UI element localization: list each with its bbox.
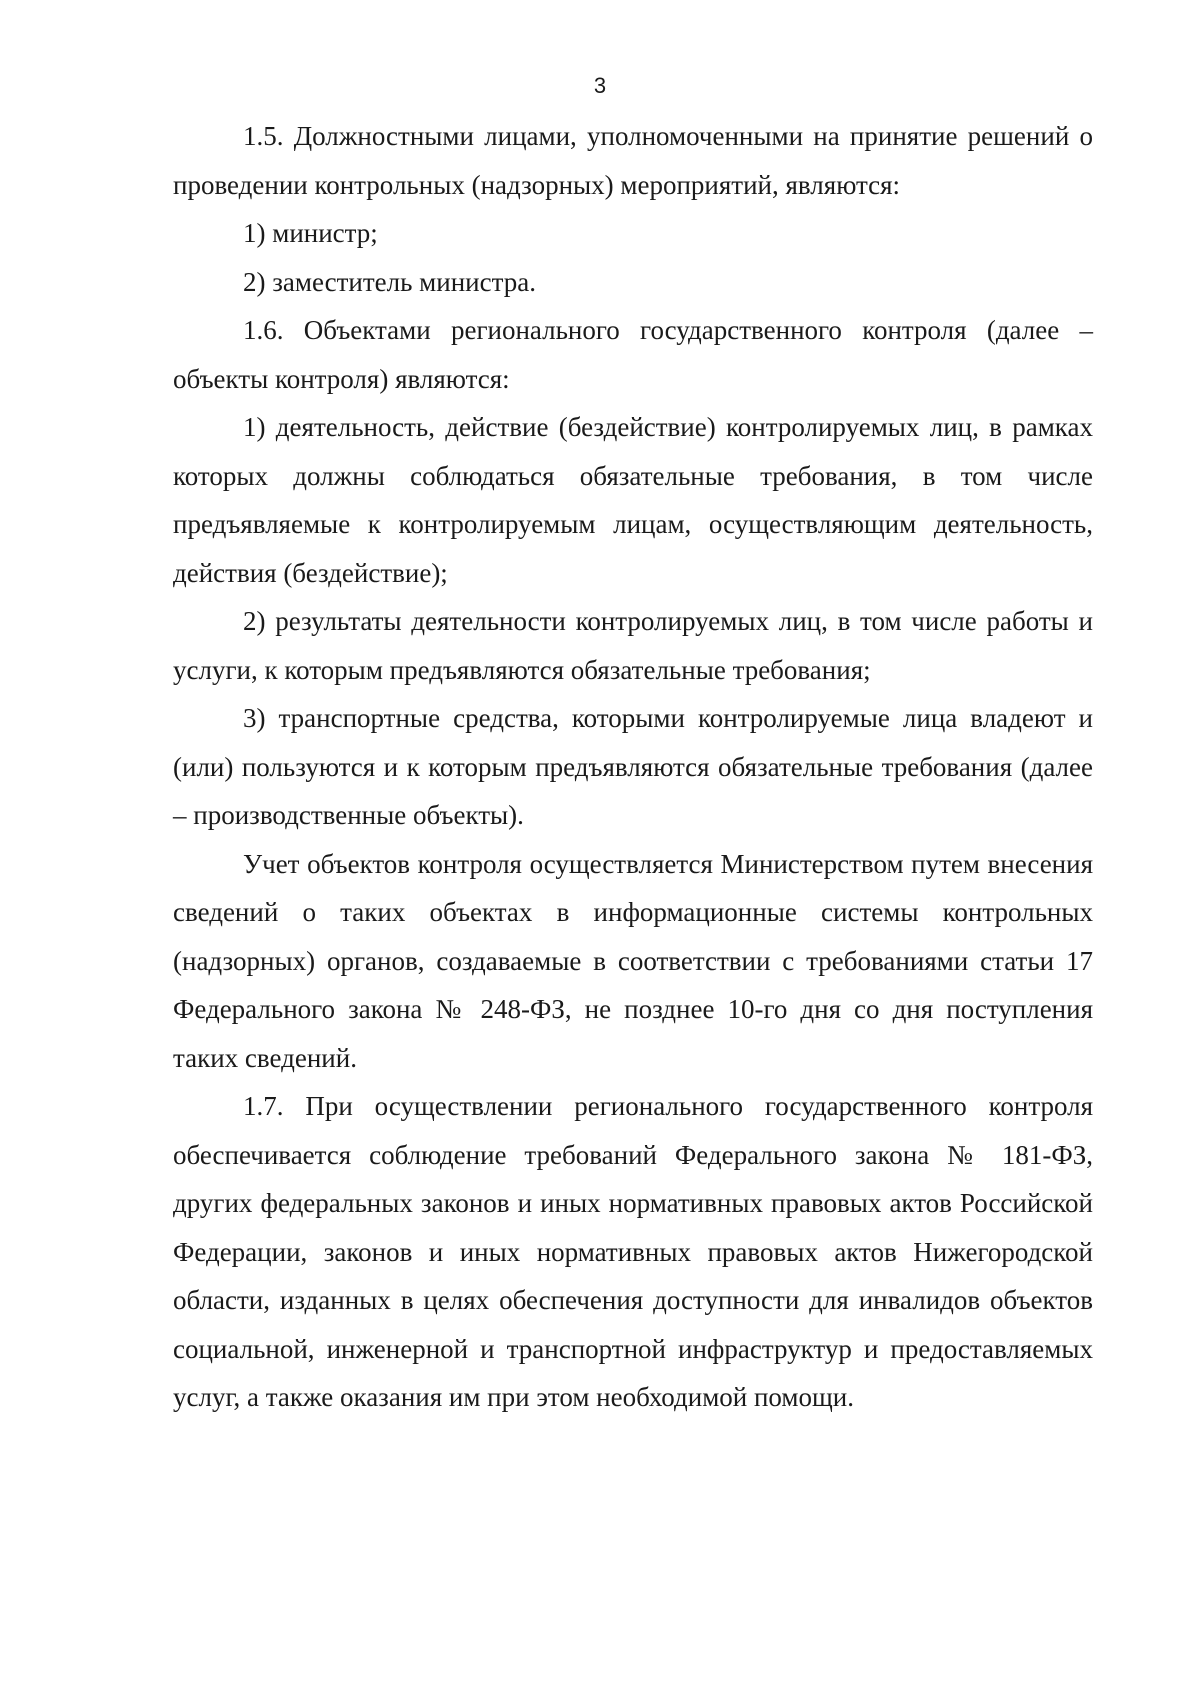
list-item-minister: 1) министр; <box>243 218 378 248</box>
document-body <box>173 112 1093 1422</box>
paragraph-1-7: 1.7. При осуществлении регионального государственного контроля обеспечивается соблюдение требований Федерального закона № 181-ФЗ, других федеральных законов и иных нормативных правовых актов Российской Федерации, законов и иных нормативных правовых актов Нижегородской области, изданных в целях обеспечения доступности для инвалидов объектов социальной, инженерной и транспортной инфраструктур и предоставляемых услуг, а также оказания им при этом необходимой помощи. <box>173 1091 1093 1412</box>
list-item-results: 2) результаты деятельности контролируемых лиц, в том числе работы и услуги, к которым предъявляются обязательные требования; <box>173 606 1093 685</box>
paragraph-1-6: 1.6. Объектами регионального государственного контроля (далее – объекты контроля) являются: <box>173 315 1093 394</box>
list-item-deputy-minister: 2) заместитель министра. <box>243 266 536 297</box>
list-item-activity: 1) деятельность, действие (бездействие) контролируемых лиц, в рамках которых должны соблюдаться обязательные требования, в том числе предъявляемые к контролируемым лицам, осуществляющим деятельность, действия (бездействие); <box>173 412 1093 588</box>
list-item-vehicles: 3) транспортные средства, которыми контролируемые лица владеют и (или) пользуются и к которым предъявляются обязательные требования (далее – производственные объекты). <box>173 703 1093 830</box>
page-number: 3 <box>593 73 607 98</box>
paragraph-accounting: Учет объектов контроля осуществляется Министерством путем внесения сведений о таких объектах в информационные системы контрольных (надзорных) органов, создаваемые в соответствии с требованиями статьи 17 Федерального закона № 248-ФЗ, не позднее 10-го дня со дня поступления таких сведений. <box>173 848 1093 1073</box>
paragraph-1-5: 1.5. Должностными лицами, уполномоченными на принятие решений о проведении контрольных (надзорных) мероприятий, являются: <box>173 121 1093 200</box>
